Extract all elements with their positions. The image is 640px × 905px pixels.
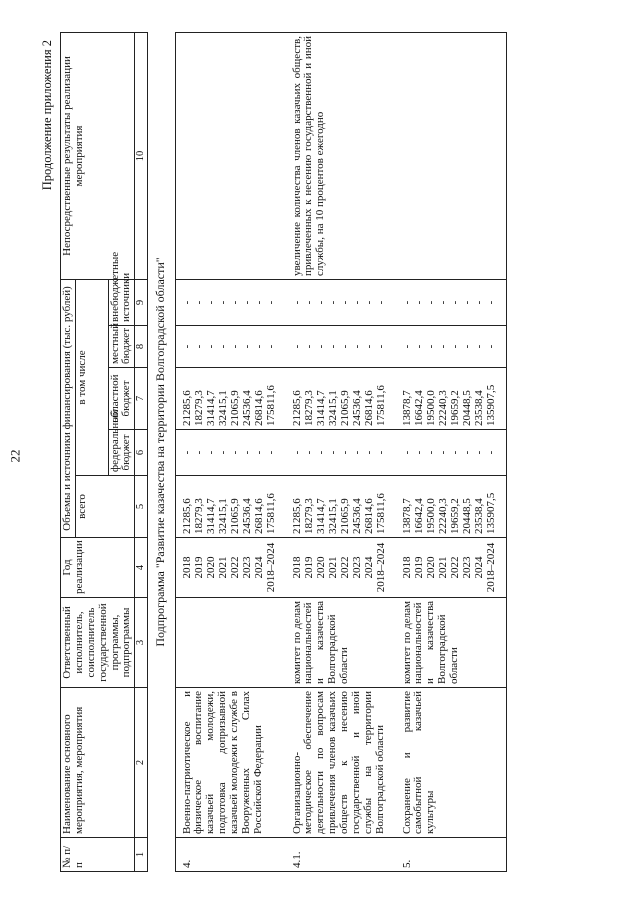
column-number: 3 <box>135 598 147 688</box>
row-local-value: - <box>252 344 265 349</box>
row-local-value: - <box>424 344 437 349</box>
row-extra-value: - <box>350 300 363 305</box>
row-federal-value: - <box>204 450 217 455</box>
row-regional-value: 18279,3 <box>302 390 315 426</box>
row-years-value: 2018–2024 <box>484 542 497 593</box>
row-regional-value: 19500,0 <box>424 390 437 426</box>
row-federal-value: - <box>240 450 253 455</box>
row-extra-value: - <box>302 300 315 305</box>
row-local-value: - <box>326 344 339 349</box>
row-name: Военно-патриотическое и физическое воспитание казачьей молодежи, подготовка допризывной казачьей молодежи к службе в Вооруженных Силах Российской Федерации <box>175 688 286 838</box>
header-volumes: Объемы и источники финансирования (тыс. рублей) <box>61 279 76 537</box>
row-local-value: - <box>314 344 327 349</box>
row-federal-value: - <box>448 450 461 455</box>
header-results: Непосредственные результаты реализации мероприятия <box>61 33 135 280</box>
row-years-value: 2018 <box>290 556 303 579</box>
row-local-value: - <box>290 344 303 349</box>
row-local-value: - <box>228 344 241 349</box>
row-extra-value: - <box>216 300 229 305</box>
row-regional-value: 175811,6 <box>374 385 387 426</box>
row-total-value: 23538,4 <box>472 498 485 534</box>
row-extra-value: - <box>240 300 253 305</box>
row-regional-value: 26814,6 <box>252 390 265 426</box>
row-total-value: 21065,9 <box>228 498 241 534</box>
row-total-value: 16642,4 <box>412 498 425 534</box>
column-number: 6 <box>135 430 147 476</box>
row-federal <box>286 430 396 476</box>
row-federal-value: - <box>460 450 473 455</box>
row-total-value: 24536,4 <box>240 498 253 534</box>
row-total-value: 175811,6 <box>264 493 277 534</box>
row-federal-value: - <box>302 450 315 455</box>
row-total-value: 135907,5 <box>484 492 497 534</box>
row-extra-value: - <box>264 300 277 305</box>
row-local-value: - <box>374 344 387 349</box>
row-local-value: - <box>362 344 375 349</box>
row-total-value: 20448,5 <box>460 498 473 534</box>
row-regional-value: 18279,3 <box>192 390 205 426</box>
column-number: 7 <box>135 368 147 430</box>
subprogram-row <box>147 33 175 872</box>
appendix-note: Продолжение приложения 2 <box>40 40 54 191</box>
row-total-value: 22240,3 <box>436 498 449 534</box>
row-regional-value: 16642,4 <box>412 390 425 426</box>
row-extra-value: - <box>374 300 387 305</box>
row-local-value: - <box>448 344 461 349</box>
row-local-value: - <box>350 344 363 349</box>
row-regional <box>175 368 286 430</box>
row-extra-value: - <box>472 300 485 305</box>
row-federal-value: - <box>400 450 413 455</box>
row-extra-value: - <box>460 300 473 305</box>
row-local-value: - <box>180 344 193 349</box>
row-years-value: 2020 <box>424 556 437 579</box>
row-regional-value: 31414,7 <box>314 390 327 426</box>
row-total-value: 13878,7 <box>400 498 413 534</box>
row-local-value: - <box>400 344 413 349</box>
row-responsible: комитет по делам национальностей и казачества Волгоградской области <box>286 598 396 688</box>
row-regional <box>396 368 507 430</box>
row-local-value: - <box>216 344 229 349</box>
row-total-value: 31414,7 <box>204 498 217 534</box>
row-number: 4.1. <box>286 838 396 872</box>
row-extra-value: - <box>252 300 265 305</box>
column-number: 2 <box>135 688 147 838</box>
row-local-value: - <box>484 344 497 349</box>
row-federal-value: - <box>484 450 497 455</box>
row-federal-value: - <box>192 450 205 455</box>
row-extra-value: - <box>180 300 193 305</box>
row-federal <box>396 430 507 476</box>
row-years-value: 2022 <box>448 556 461 579</box>
header-incl: в том числе <box>75 279 108 475</box>
row-federal-value: - <box>180 450 193 455</box>
row-years-value: 2024 <box>362 556 375 579</box>
row-federal-value: - <box>412 450 425 455</box>
row-total <box>396 476 507 538</box>
header-federal: федеральный бюджет <box>108 430 135 476</box>
column-number: 9 <box>135 279 147 325</box>
row-extra <box>286 279 396 325</box>
row-regional-value: 21065,9 <box>228 390 241 426</box>
row-years-value: 2023 <box>240 556 253 579</box>
row-years-value: 2018 <box>180 556 193 579</box>
table-row <box>175 33 286 872</box>
subprogram-title: Подпрограмма "Развитие казачества на территории Волгоградской области" <box>147 33 175 872</box>
column-numbers-row <box>135 33 147 872</box>
row-years <box>396 538 507 598</box>
header-total: всего <box>75 476 134 538</box>
row-regional-value: 20448,5 <box>460 390 473 426</box>
row-years-value: 2022 <box>338 556 351 579</box>
row-regional-value: 175811,6 <box>264 385 277 426</box>
row-local-value: - <box>412 344 425 349</box>
row-extra-value: - <box>338 300 351 305</box>
row-responsible <box>175 598 286 688</box>
row-regional-value: 23538,4 <box>472 390 485 426</box>
row-local <box>175 326 286 368</box>
row-years-value: 2019 <box>412 556 425 579</box>
row-regional-value: 32415,1 <box>216 390 229 426</box>
row-years-value: 2024 <box>472 556 485 579</box>
row-result <box>175 33 286 280</box>
row-total-value: 21065,9 <box>338 498 351 534</box>
row-federal-value: - <box>338 450 351 455</box>
row-regional-value: 24536,4 <box>350 390 363 426</box>
row-name: Организационно-методическое обеспечение деятельности по вопросам привлечения членов казачьих обществ к несению государственной и иной службы на территории Волгоградской области <box>286 688 396 838</box>
row-years <box>175 538 286 598</box>
rotated-page <box>40 32 600 872</box>
page-number: 22 <box>7 449 22 463</box>
row-local-value: - <box>192 344 205 349</box>
row-total-value: 26814,6 <box>252 498 265 534</box>
row-regional-value: 21065,9 <box>338 390 351 426</box>
row-extra-value: - <box>326 300 339 305</box>
row-years-value: 2018–2024 <box>264 542 277 593</box>
row-years-value: 2021 <box>216 556 229 579</box>
row-total-value: 24536,4 <box>350 498 363 534</box>
row-name: Сохранение и развитие самобытной казачьей культуры <box>396 688 507 838</box>
row-federal-value: - <box>374 450 387 455</box>
header-resp: Ответственный исполнитель, соисполнитель государственной программы, подпрограммы <box>61 598 135 688</box>
row-extra-value: - <box>314 300 327 305</box>
row-years-value: 2020 <box>204 556 217 579</box>
row-total-value: 175811,6 <box>374 493 387 534</box>
row-years-value: 2020 <box>314 556 327 579</box>
row-extra-value: - <box>424 300 437 305</box>
row-extra <box>396 279 507 325</box>
row-extra-value: - <box>484 300 497 305</box>
row-total-value: 32415,1 <box>326 498 339 534</box>
row-local-value: - <box>460 344 473 349</box>
row-number: 4. <box>175 838 286 872</box>
row-federal-value: - <box>436 450 449 455</box>
row-local <box>396 326 507 368</box>
row-federal-value: - <box>290 450 303 455</box>
row-extra-value: - <box>192 300 205 305</box>
row-federal-value: - <box>424 450 437 455</box>
row-federal-value: - <box>472 450 485 455</box>
row-federal-value: - <box>252 450 265 455</box>
table-row <box>286 33 396 872</box>
row-total-value: 21285,6 <box>180 498 193 534</box>
row-regional-value: 21285,6 <box>180 390 193 426</box>
row-years-value: 2021 <box>326 556 339 579</box>
row-total-value: 32415,1 <box>216 498 229 534</box>
row-years-value: 2018 <box>400 556 413 579</box>
row-regional-value: 32415,1 <box>326 390 339 426</box>
header-year: Год реализации <box>61 538 135 598</box>
row-extra-value: - <box>228 300 241 305</box>
row-local-value: - <box>436 344 449 349</box>
column-number: 8 <box>135 326 147 368</box>
row-responsible: комитет по делам национальностей и казачества Волгоградской области <box>396 598 507 688</box>
row-federal <box>175 430 286 476</box>
row-total-value: 26814,6 <box>362 498 375 534</box>
row-result <box>396 33 507 280</box>
row-regional-value: 135907,5 <box>484 384 497 426</box>
row-federal-value: - <box>264 450 277 455</box>
row-total-value: 18279,3 <box>192 498 205 534</box>
row-federal-value: - <box>228 450 241 455</box>
header-row-1 <box>61 33 76 872</box>
row-years-value: 2019 <box>302 556 315 579</box>
row-years-value: 2021 <box>436 556 449 579</box>
table-row <box>396 33 507 872</box>
row-extra-value: - <box>290 300 303 305</box>
row-local-value: - <box>240 344 253 349</box>
row-regional <box>286 368 396 430</box>
row-local-value: - <box>264 344 277 349</box>
row-years-value: 2019 <box>192 556 205 579</box>
column-number: 1 <box>135 838 147 872</box>
header-regional: областной бюджет <box>108 368 135 430</box>
row-federal-value: - <box>350 450 363 455</box>
row-years <box>286 538 396 598</box>
row-extra-value: - <box>204 300 217 305</box>
row-local <box>286 326 396 368</box>
row-local-value: - <box>302 344 315 349</box>
row-regional-value: 19659,2 <box>448 390 461 426</box>
row-regional-value: 22240,3 <box>436 390 449 426</box>
row-total-value: 18279,3 <box>302 498 315 534</box>
row-years-value: 2023 <box>350 556 363 579</box>
row-extra-value: - <box>448 300 461 305</box>
header-local: местный бюджет <box>108 326 135 368</box>
header-name: Наименование основного мероприятия, мероприятия <box>61 688 135 838</box>
row-result: увеличение количества членов казачьих обществ, привлеченных к несению государственной и иной службы, на 10 процентов ежегодно <box>286 33 396 280</box>
row-total <box>175 476 286 538</box>
row-total-value: 19500,0 <box>424 498 437 534</box>
header-extra: внебюджетные источники <box>108 279 135 325</box>
row-total <box>286 476 396 538</box>
row-federal-value: - <box>362 450 375 455</box>
column-number: 5 <box>135 476 147 538</box>
row-federal-value: - <box>314 450 327 455</box>
row-regional-value: 26814,6 <box>362 390 375 426</box>
row-regional-value: 31414,7 <box>204 390 217 426</box>
column-number: 10 <box>135 33 147 280</box>
row-years-value: 2018–2024 <box>374 542 387 593</box>
column-number: 4 <box>135 538 147 598</box>
row-extra-value: - <box>362 300 375 305</box>
row-federal-value: - <box>326 450 339 455</box>
row-local-value: - <box>472 344 485 349</box>
row-total-value: 21285,6 <box>290 498 303 534</box>
row-extra-value: - <box>400 300 413 305</box>
row-number: 5. <box>396 838 507 872</box>
row-years-value: 2022 <box>228 556 241 579</box>
row-regional-value: 13878,7 <box>400 390 413 426</box>
financing-table <box>60 32 507 872</box>
row-extra-value: - <box>436 300 449 305</box>
row-regional-value: 24536,4 <box>240 390 253 426</box>
table-body <box>175 33 506 872</box>
row-local-value: - <box>204 344 217 349</box>
row-total-value: 19659,2 <box>448 498 461 534</box>
row-extra-value: - <box>412 300 425 305</box>
row-local-value: - <box>338 344 351 349</box>
row-years-value: 2023 <box>460 556 473 579</box>
row-total-value: 31414,7 <box>314 498 327 534</box>
row-regional-value: 21285,6 <box>290 390 303 426</box>
row-federal-value: - <box>216 450 229 455</box>
row-extra <box>175 279 286 325</box>
row-years-value: 2024 <box>252 556 265 579</box>
header-n: № п/п <box>61 838 135 872</box>
